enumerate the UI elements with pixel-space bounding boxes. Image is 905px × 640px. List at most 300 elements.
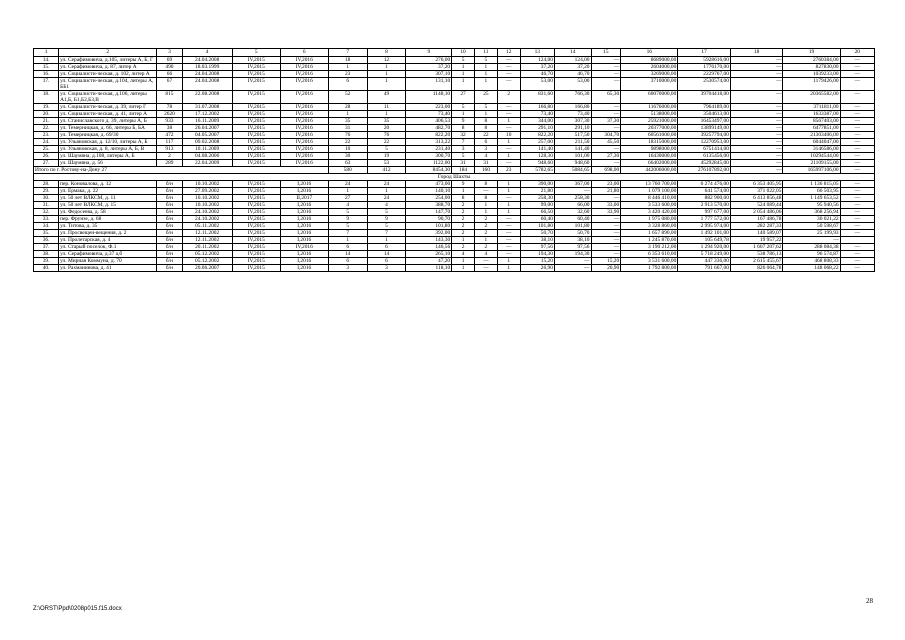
table-cell: 26. — [34, 153, 59, 160]
table-cell: — — [474, 188, 497, 195]
table-cell: б/н — [157, 209, 182, 216]
table-cell: IV,2015 — [232, 57, 280, 64]
column-number: 9 — [406, 49, 452, 57]
table-row — [34, 216, 875, 223]
table-cell: 276107892,00 — [678, 167, 731, 174]
table-cell: 1 079 100,00 — [621, 188, 678, 195]
table-cell: 33. — [34, 216, 59, 223]
table-cell: 8 — [474, 118, 497, 125]
table-cell: 231,40 — [406, 146, 452, 153]
table-cell: 05.12.2002 — [182, 258, 232, 265]
table-cell: 282 287,33 — [730, 223, 783, 230]
table-cell: — — [591, 216, 621, 223]
table-cell: 24.04.2008 — [182, 57, 232, 64]
table-cell: 6 — [367, 244, 406, 251]
table-row — [34, 195, 875, 202]
table-cell: 40. — [34, 265, 59, 272]
table-cell: IV,2016 — [280, 160, 328, 167]
table-cell: 390,00 — [520, 181, 554, 188]
table-cell: IV,2016 — [280, 244, 328, 251]
table-cell: 10.10.2002 — [182, 202, 232, 209]
table-cell: 7 — [328, 230, 367, 237]
table-cell: 11 — [367, 104, 406, 111]
table-cell: 25. — [34, 146, 59, 153]
table-cell: 3 — [474, 146, 497, 153]
table-cell: 16430000,00 — [621, 153, 678, 160]
table-cell: 406,53 — [406, 118, 452, 125]
table-cell: 23 — [328, 71, 367, 78]
table-cell: 490 — [157, 64, 182, 71]
table-row — [34, 146, 875, 153]
table-cell: 124,00 — [554, 57, 591, 64]
table-cell: 257,00 — [520, 139, 554, 146]
table-cell: 1 492 101,00 — [678, 230, 731, 237]
table-cell: 948,60 — [554, 160, 591, 167]
table-cell: — — [497, 64, 520, 71]
table-cell: 8567403,00 — [783, 118, 840, 125]
table-cell: 147,70 — [406, 209, 452, 216]
table-cell: б/н — [157, 188, 182, 195]
column-number: 6 — [280, 49, 328, 57]
table-cell: — — [554, 265, 591, 272]
table-row — [34, 132, 875, 139]
table-cell: 1 136 815,05 — [783, 181, 840, 188]
table-cell: 1 — [367, 188, 406, 195]
table-cell: 65,30 — [591, 91, 621, 104]
table-cell: 6751414,00 — [678, 146, 731, 153]
table-cell: 18. — [34, 91, 59, 104]
table-cell: 21,80 — [591, 188, 621, 195]
table-cell: I,2016 — [280, 181, 328, 188]
table-cell: — — [591, 71, 621, 78]
table-cell: IV,2015 — [232, 146, 280, 153]
table-cell: 822,20 — [520, 132, 554, 139]
table-cell: 101,80 — [554, 223, 591, 230]
table-cell: 1 — [474, 64, 497, 71]
column-number: 19 — [783, 49, 840, 57]
column-number: 17 — [678, 49, 731, 57]
table-cell: 101,00 — [554, 153, 591, 160]
table-cell: 6477851,00 — [783, 125, 840, 132]
table-cell: 66,00 — [554, 202, 591, 209]
table-cell: 2229767,00 — [678, 71, 731, 78]
table-cell: IV,2015 — [232, 244, 280, 251]
table-cell: 105 649,78 — [678, 237, 731, 244]
table-cell: 7 — [367, 230, 406, 237]
table-row — [34, 118, 875, 125]
table-cell: 791 667,00 — [678, 265, 731, 272]
table-cell: 3269000,00 — [621, 71, 678, 78]
table-cell: 05.11.2002 — [182, 223, 232, 230]
table-cell: ул. Старый поселок, Ф.1 — [59, 244, 157, 251]
table-cell: ул. Социалисти-ческая, д. 41, литер А — [59, 111, 157, 118]
table-cell: 15,20 — [591, 258, 621, 265]
table-cell: 482,70 — [406, 125, 452, 132]
table-cell: 37. — [34, 244, 59, 251]
table-cell: 1 — [328, 188, 367, 195]
table-cell: 6 413 856,48 — [730, 195, 783, 202]
table-cell: IV,2015 — [232, 78, 280, 91]
table-cell: 8 — [474, 195, 497, 202]
table-cell: 24.10.2002 — [182, 216, 232, 223]
table-cell: 53,00 — [520, 78, 554, 91]
table-cell: 3711811,00 — [783, 104, 840, 111]
table-cell: 8454,30 — [406, 167, 452, 174]
table-cell: IV,2015 — [232, 209, 280, 216]
table-cell: 1 777 572,00 — [678, 216, 731, 223]
table-cell: 27,30 — [591, 153, 621, 160]
table-cell: 1776170,00 — [678, 64, 731, 71]
table-cell: — — [591, 160, 621, 167]
table-cell — [840, 237, 874, 244]
table-cell: — — [840, 181, 874, 188]
column-number: 5 — [232, 49, 280, 57]
table-cell: 30 — [328, 153, 367, 160]
table-cell: б/н — [157, 216, 182, 223]
table-cell: 223,00 — [406, 104, 452, 111]
table-cell: 194,30 — [554, 251, 591, 258]
table-cell: — — [497, 111, 520, 118]
table-cell: 2620 — [157, 111, 182, 118]
table-cell: 27.09.2002 — [182, 188, 232, 195]
table-cell: — — [840, 223, 874, 230]
table-cell: 146,56 — [406, 244, 452, 251]
table-cell: 524 089,44 — [730, 202, 783, 209]
table-cell: 913 — [157, 146, 182, 153]
housing-table — [33, 48, 875, 272]
table-cell: ул. Темерницкая, д. 66, литеры Б, БА — [59, 125, 157, 132]
table-cell: — — [591, 230, 621, 237]
table-cell: б/н — [157, 265, 182, 272]
table-cell: — — [554, 258, 591, 265]
table-cell: — — [840, 78, 874, 91]
total-row — [34, 167, 875, 174]
table-cell: IV,2016 — [280, 104, 328, 111]
table-cell: — — [730, 91, 783, 104]
table-cell: 05.12.2002 — [182, 251, 232, 258]
table-cell: IV,2015 — [232, 132, 280, 139]
table-cell: 140 589,07 — [730, 230, 783, 237]
table-cell: 9 — [328, 216, 367, 223]
table-cell: — — [497, 160, 520, 167]
table-cell: 7964189,00 — [678, 104, 731, 111]
table-cell: 1 — [497, 202, 520, 209]
table-cell: 38. — [34, 251, 59, 258]
table-row — [34, 78, 875, 91]
table-cell: б/н — [157, 195, 182, 202]
column-number: 15 — [591, 49, 621, 57]
table-cell: 1 — [474, 202, 497, 209]
table-cell: 1 — [367, 78, 406, 91]
table-cell: — — [730, 125, 783, 132]
table-cell: — — [840, 91, 874, 104]
table-cell: 37,30 — [591, 118, 621, 125]
table-cell: 1 — [452, 64, 475, 71]
table-cell: 997 677,00 — [678, 209, 731, 216]
table-cell: IV,2015 — [232, 216, 280, 223]
table-cell: 517,50 — [554, 132, 591, 139]
table-cell: ул. Темерницкая, д. 69/30 — [59, 132, 157, 139]
table-cell: 25 199,93 — [783, 230, 840, 237]
table-cell: 8 — [474, 181, 497, 188]
table-cell: 1 — [497, 209, 520, 216]
table-cell: — — [591, 111, 621, 118]
table-row — [34, 153, 875, 160]
table-cell: 5138000,00 — [621, 111, 678, 118]
table-cell: 12.11.2002 — [182, 237, 232, 244]
table-cell: 1 — [497, 258, 520, 265]
table-cell: ул. 50 лет ВЛКСМ, д. 11 — [59, 195, 157, 202]
table-cell: б/н — [157, 244, 182, 251]
table-cell: 1 — [452, 111, 475, 118]
table-cell: 2 — [474, 223, 497, 230]
table-cell: — — [840, 132, 874, 139]
table-cell: 35 — [328, 118, 367, 125]
table-cell: 39257794,00 — [678, 132, 731, 139]
table-cell: 49 — [367, 91, 406, 104]
table-cell: 1 — [328, 237, 367, 244]
table-cell: 09.02.2008 — [182, 139, 232, 146]
table-cell: ул. Социалисти-ческая, д. 39, литер Г — [59, 104, 157, 111]
table-cell: 22. — [34, 125, 59, 132]
table-cell: 831,60 — [520, 91, 554, 104]
column-number: 18 — [730, 49, 783, 57]
table-cell: 766,30 — [554, 91, 591, 104]
table-row — [34, 71, 875, 78]
table-cell: 258,30 — [520, 195, 554, 202]
table-cell: 67 — [157, 78, 182, 91]
table-cell: 10 — [497, 132, 520, 139]
table-cell: 2 — [452, 223, 475, 230]
table-cell: 66 — [157, 71, 182, 78]
table-cell: ул. Титова, д. 35 — [59, 223, 157, 230]
table-cell: 26.04.2007 — [182, 125, 232, 132]
table-cell: 3 533 600,00 — [621, 202, 678, 209]
table-cell: I,2016 — [280, 188, 328, 195]
table-cell: — — [840, 202, 874, 209]
table-cell: 6135456,00 — [678, 153, 731, 160]
table-cell: 1 — [452, 71, 475, 78]
table-cell: 822,20 — [406, 132, 452, 139]
table-cell: 50 598,67 — [783, 223, 840, 230]
table-cell: 344,00 — [520, 118, 554, 125]
table-cell: 1 607 207,62 — [730, 244, 783, 251]
table-cell: — — [730, 71, 783, 78]
table-cell: 46,70 — [520, 71, 554, 78]
table-cell: 73,40 — [520, 111, 554, 118]
table-cell: 16.11.2009 — [182, 118, 232, 125]
table-cell: 1 — [474, 71, 497, 78]
table-cell: 11676000,00 — [621, 104, 678, 111]
table-cell: IV,2015 — [232, 265, 280, 272]
table-row — [34, 139, 875, 146]
table-cell: 5 — [328, 223, 367, 230]
table-cell: 31 — [328, 125, 367, 132]
table-cell: — — [840, 167, 874, 174]
table-cell: — — [730, 111, 783, 118]
table-cell: 24. — [34, 139, 59, 146]
table-cell: 2 995 974,00 — [678, 223, 731, 230]
table-cell: 117 — [157, 139, 182, 146]
table-cell: 36. — [34, 237, 59, 244]
table-cell: 826 064,78 — [730, 265, 783, 272]
table-cell: б/н — [157, 237, 182, 244]
table-cell: — — [840, 111, 874, 118]
table-cell: — — [730, 160, 783, 167]
table-cell: б/н — [157, 258, 182, 265]
table-cell: 1 — [474, 111, 497, 118]
table-cell: 60,40 — [554, 216, 591, 223]
table-cell: 66 503,95 — [783, 188, 840, 195]
table-cell: IV,2015 — [232, 160, 280, 167]
table-cell: — — [840, 71, 874, 78]
table-cell: 19 — [367, 153, 406, 160]
column-number: 16 — [621, 49, 678, 57]
table-cell: — — [497, 146, 520, 153]
table-cell: 5 — [452, 104, 475, 111]
table-cell: 368 256,94 — [783, 209, 840, 216]
table-row — [34, 258, 875, 265]
table-cell: 22 — [328, 139, 367, 146]
table-cell: 124,00 — [520, 57, 554, 64]
table-cell: 276,00 — [406, 57, 452, 64]
table-cell: IV,2015 — [232, 188, 280, 195]
table-cell: 313,22 — [406, 139, 452, 146]
table-cell: — — [783, 237, 840, 244]
table-cell: 101,80 — [406, 223, 452, 230]
table-cell: 143,30 — [406, 237, 452, 244]
table-cell: ул. Станиславского д. 39, литеры А, Б — [59, 118, 157, 125]
table-cell: 95 940,56 — [783, 202, 840, 209]
table-cell: 3 — [328, 265, 367, 272]
table-cell: 2 — [452, 230, 475, 237]
table-cell: 9 — [452, 181, 475, 188]
table-cell: 5 — [474, 104, 497, 111]
table-cell: 04.08.2006 — [182, 153, 232, 160]
table-cell: 473,00 — [406, 181, 452, 188]
table-cell: 5 — [474, 57, 497, 64]
table-cell: 388,70 — [406, 202, 452, 209]
page-number: 28 — [866, 597, 873, 605]
table-cell: — — [591, 104, 621, 111]
table-cell: I,2016 — [280, 258, 328, 265]
table-cell: 35. — [34, 230, 59, 237]
column-number: 20 — [840, 49, 874, 57]
table-cell: — — [840, 125, 874, 132]
table-cell: IV,2016 — [280, 118, 328, 125]
table-cell: — — [730, 153, 783, 160]
table-cell: IV,2015 — [232, 202, 280, 209]
table-cell: 28. — [34, 181, 59, 188]
table-cell: 5084,65 — [554, 167, 591, 174]
table-cell: 18 — [328, 57, 367, 64]
table-cell: — — [591, 146, 621, 153]
table-cell: 447 336,00 — [678, 258, 731, 265]
table-cell: 14 — [328, 251, 367, 258]
table-cell: 815 — [157, 91, 182, 104]
table-cell: 472 — [157, 132, 182, 139]
column-number: 13 — [520, 49, 554, 57]
table-cell: 468 808,33 — [783, 258, 840, 265]
table-cell: 1 294 920,00 — [678, 244, 731, 251]
table-cell: 307,30 — [554, 118, 591, 125]
table-cell: 166,80 — [554, 104, 591, 111]
table-cell: 1 — [367, 237, 406, 244]
table-cell: 38,10 — [520, 237, 554, 244]
table-row — [34, 125, 875, 132]
table-cell: ул. Шаумяна, д.108, литеры А, Б — [59, 153, 157, 160]
table-cell: 24.04.2008 — [182, 71, 232, 78]
table-cell: IV,2015 — [232, 71, 280, 78]
table-cell: 2 — [474, 216, 497, 223]
table-cell: — — [730, 139, 783, 146]
table-cell: 2 — [452, 209, 475, 216]
table-cell: IV,2016 — [280, 146, 328, 153]
table-cell: 12270953,00 — [678, 139, 731, 146]
table-cell: 3 190 212,00 — [621, 244, 678, 251]
table-cell: IV,2016 — [280, 71, 328, 78]
table-cell: 4 — [474, 251, 497, 258]
table-cell: 2604000,00 — [621, 64, 678, 71]
table-cell: 1 — [452, 188, 475, 195]
table-cell: 69 — [157, 57, 182, 64]
table-cell: пер. Фрунзе, д. 68 — [59, 216, 157, 223]
table-cell: I,2016 — [280, 237, 328, 244]
table-cell: 9 — [452, 118, 475, 125]
table-cell: I,2016 — [280, 251, 328, 258]
table-cell: 22 — [474, 132, 497, 139]
table-cell: — — [591, 244, 621, 251]
table-cell: 194,30 — [520, 251, 554, 258]
table-cell: 76 — [367, 132, 406, 139]
table-cell: — — [730, 146, 783, 153]
table-cell: 291,10 — [554, 125, 591, 132]
table-cell: б/н — [157, 251, 182, 258]
table-cell: 20. — [34, 111, 59, 118]
table-cell: 1148,10 — [406, 91, 452, 104]
table-cell: 6 — [328, 258, 367, 265]
table-cell: 6 — [328, 78, 367, 91]
table-cell: 367,00 — [554, 181, 591, 188]
table-cell: 76 — [328, 132, 367, 139]
table-cell: 5 — [367, 146, 406, 153]
table-cell: 1039233,00 — [783, 71, 840, 78]
table-cell: 10294544,00 — [783, 153, 840, 160]
table-cell: 37,20 — [406, 64, 452, 71]
table-cell: ул. Социалисти-ческая, д. 102, литер А — [59, 71, 157, 78]
table-cell: 50,70 — [520, 230, 554, 237]
table-cell: 33,90 — [591, 209, 621, 216]
table-cell: 4 — [474, 153, 497, 160]
table-cell: ул. Рахманинова, д. 41 — [59, 265, 157, 272]
table-cell: 53 — [367, 160, 406, 167]
table-cell: 265,10 — [406, 251, 452, 258]
table-cell: 1 — [497, 265, 520, 272]
table-cell: IV,2015 — [232, 195, 280, 202]
table-cell: 90,70 — [406, 216, 452, 223]
table-cell: 1 — [328, 111, 367, 118]
table-cell: IV,2015 — [232, 153, 280, 160]
table-cell: 5 718 249,00 — [678, 251, 731, 258]
column-number: 1 — [34, 49, 59, 57]
table-cell: 1 — [452, 265, 475, 272]
table-cell: б/н — [157, 230, 182, 237]
table-cell: — — [591, 64, 621, 71]
table-cell: — — [497, 216, 520, 223]
table-cell: 7 — [452, 139, 475, 146]
table-cell: 20.11.2002 — [182, 244, 232, 251]
table-cell: 4 — [328, 202, 367, 209]
